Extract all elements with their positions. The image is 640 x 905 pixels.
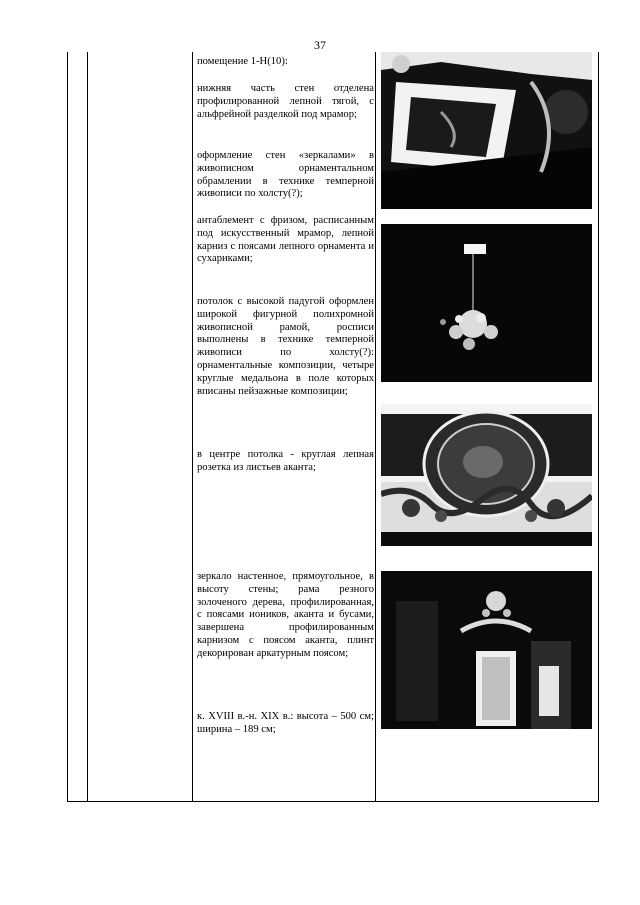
description-entablature: антаблемент с фризом, расписанным под искусственный мрамор, лепной карниз с поясами лепного орнамента и сухариками;	[197, 215, 374, 265]
interior-wall-photo	[381, 52, 592, 209]
description-lower-walls: нижняя часть стен отделена профилированной лепной тягой, с альфрейной разделкой под мрамор;	[197, 83, 374, 120]
column-divider-1	[87, 52, 88, 802]
ceiling-medallion-photo	[381, 404, 592, 546]
description-ceiling: потолок с высокой падугой оформлен широкой фигурной полихромной живописной рамой, росписи выполнены в технике темперной живописи по холсту(?): орнаментальные композиции, четыре круглые медальона в поле которых вписаны пейзажные композиции;	[197, 296, 374, 397]
column-divider-3	[375, 52, 376, 802]
room-heading: помещение 1-Н(10):	[197, 56, 288, 67]
page-number: 37	[314, 38, 326, 52]
column-divider-2	[192, 52, 193, 802]
table-border-bottom	[67, 801, 599, 802]
description-ceiling-rosette: в центре потолка - круглая лепная розетка из листьев аканта;	[197, 449, 374, 473]
description-wall-mirror-frame: зеркало настенное, прямоугольное, в высоту стены; рама резного золоченого дерева, профилированная, с поясами иоников, аканта и бусами, завершена профилированным карнизом с поясом аканта, плинт декорирован аркатурным поясом;	[197, 571, 374, 659]
mirror-interior-photo	[381, 571, 592, 729]
chandelier-photo	[381, 224, 592, 382]
inventory-table	[67, 52, 599, 802]
description-wall-mirrors: оформление стен «зеркалами» в живописном орнаментальном обрамлении в технике темперной живописи по холсту(?);	[197, 150, 374, 200]
description-date-dimensions: к. XVIII в.-н. XIX в.: высота – 500 см; ширина – 189 см;	[197, 711, 374, 735]
table-border-right	[598, 52, 599, 802]
table-border-left	[67, 52, 68, 802]
